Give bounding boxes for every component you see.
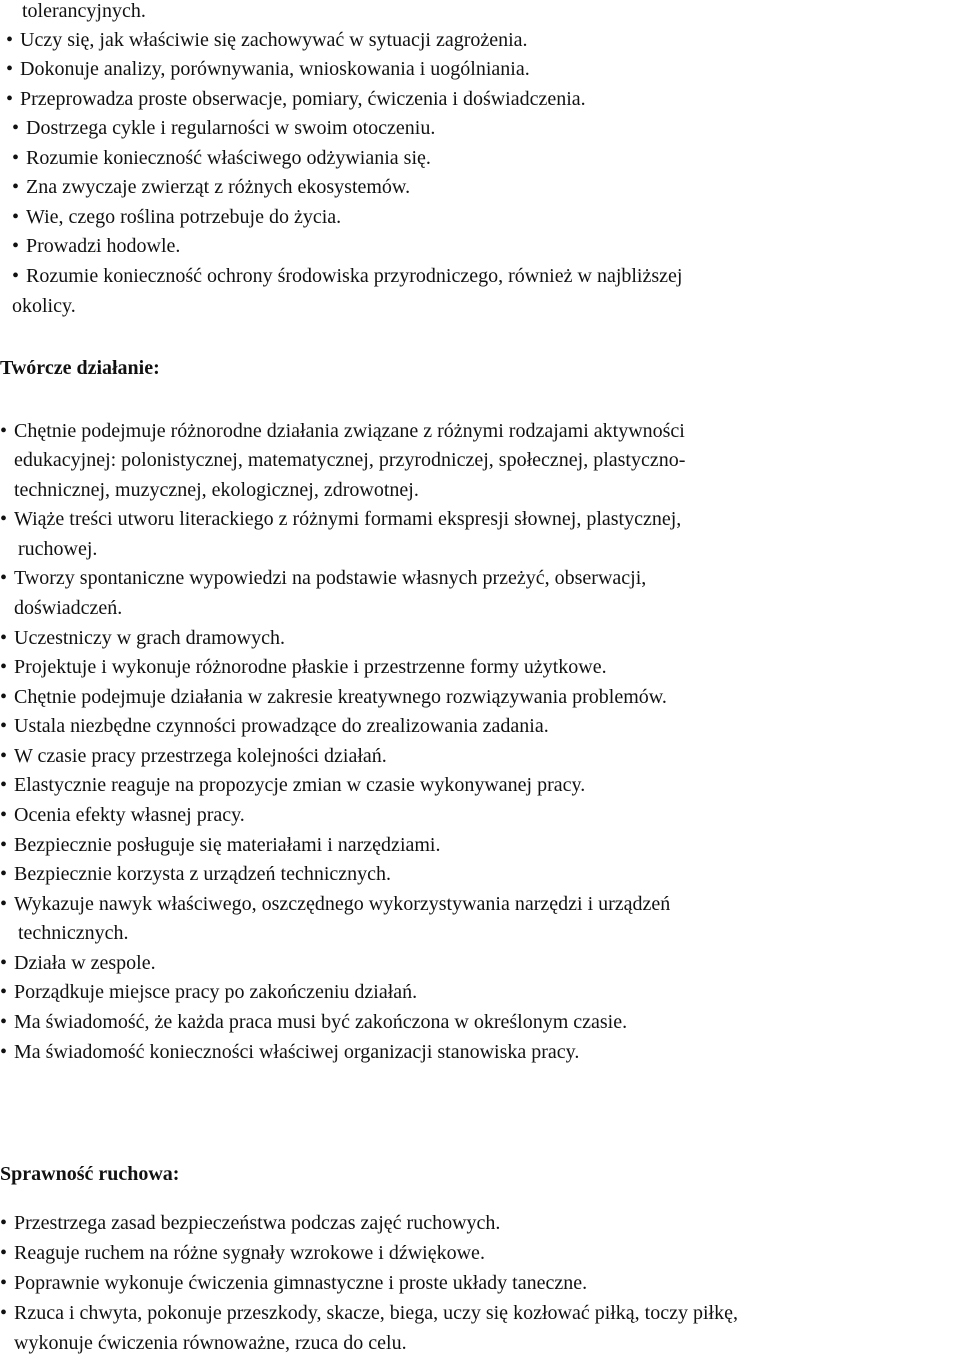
list-item: • Reaguje ruchem na różne sygnały wzrokowe i dźwiękowe. xyxy=(0,1240,485,1266)
list-item: • Dokonuje analizy, porównywania, wnioskowania i uogólniania. xyxy=(6,56,530,82)
section-heading: Sprawność ruchowa: xyxy=(0,1163,180,1185)
list-item-continuation: edukacyjnej: polonistycznej, matematycznej, przyrodniczej, społecznej, plastyczno- xyxy=(14,449,686,471)
list-item: • Prowadzi hodowle. xyxy=(12,233,180,259)
list-item: • Dostrzega cykle i regularności w swoim otoczeniu. xyxy=(12,115,435,141)
list-item: • W czasie pracy przestrzega kolejności działań. xyxy=(0,743,387,769)
list-item: • Przestrzega zasad bezpieczeństwa podczas zajęć ruchowych. xyxy=(0,1210,500,1236)
list-item: • Wie, czego roślina potrzebuje do życia. xyxy=(12,204,341,230)
list-item: • Uczy się, jak właściwie się zachowywać w sytuacji zagrożenia. xyxy=(6,27,528,53)
list-item: • Wiąże treści utworu literackiego z różnymi formami ekspresji słownej, plastycznej, xyxy=(0,506,681,532)
list-item: • Uczestniczy w grach dramowych. xyxy=(0,625,285,651)
list-item: • Tworzy spontaniczne wypowiedzi na podstawie własnych przeżyć, obserwacji, xyxy=(0,565,646,591)
list-item: • Rzuca i chwyta, pokonuje przeszkody, skacze, biega, uczy się kozłować piłką, toczy piłkę, xyxy=(0,1300,738,1326)
list-item: • Ustala niezbędne czynności prowadzące do zrealizowania zadania. xyxy=(0,713,549,739)
list-item: • Chętnie podejmuje różnorodne działania związane z różnymi rodzajami aktywności xyxy=(0,418,685,444)
list-item: • Porządkuje miejsce pracy po zakończeniu działań. xyxy=(0,979,417,1005)
list-item: • Rozumie konieczność właściwego odżywiania się. xyxy=(12,145,431,171)
continuation-text: tolerancyjnych. xyxy=(22,0,146,22)
list-item: • Wykazuje nawyk właściwego, oszczędnego wykorzystywania narzędzi i urządzeń xyxy=(0,891,670,917)
list-item: • Zna zwyczaje zwierząt z różnych ekosystemów. xyxy=(12,174,410,200)
list-item: • Chętnie podejmuje działania w zakresie kreatywnego rozwiązywania problemów. xyxy=(0,684,667,710)
list-item: • Rozumie konieczność ochrony środowiska przyrodniczego, również w najbliższej xyxy=(12,263,682,289)
list-item: • Przeprowadza proste obserwacje, pomiary, ćwiczenia i doświadczenia. xyxy=(6,86,586,112)
list-item: • Ma świadomość, że każda praca musi być zakończona w określonym czasie. xyxy=(0,1009,627,1035)
list-item-continuation: wykonuje ćwiczenia równoważne, rzuca do celu. xyxy=(14,1332,407,1354)
section-heading: Twórcze działanie: xyxy=(0,357,160,379)
list-item-continuation: technicznych. xyxy=(18,922,129,944)
list-item: • Ma świadomość konieczności właściwej organizacji stanowiska pracy. xyxy=(0,1039,579,1065)
list-item: • Poprawnie wykonuje ćwiczenia gimnastyczne i proste układy taneczne. xyxy=(0,1270,587,1296)
list-item-continuation: doświadczeń. xyxy=(14,597,123,619)
list-item: • Projektuje i wykonuje różnorodne płaskie i przestrzenne formy użytkowe. xyxy=(0,654,607,680)
list-item-continuation: technicznej, muzycznej, ekologicznej, zdrowotnej. xyxy=(14,479,419,501)
list-item: • Działa w zespole. xyxy=(0,950,156,976)
list-item: • Bezpiecznie korzysta z urządzeń technicznych. xyxy=(0,861,391,887)
list-item: • Ocenia efekty własnej pracy. xyxy=(0,802,245,828)
list-item-continuation: okolicy. xyxy=(12,295,76,317)
list-item: • Elastycznie reaguje na propozycje zmian w czasie wykonywanej pracy. xyxy=(0,772,585,798)
list-item-continuation: ruchowej. xyxy=(18,538,98,560)
list-item: • Bezpiecznie posługuje się materiałami i narzędziami. xyxy=(0,832,440,858)
